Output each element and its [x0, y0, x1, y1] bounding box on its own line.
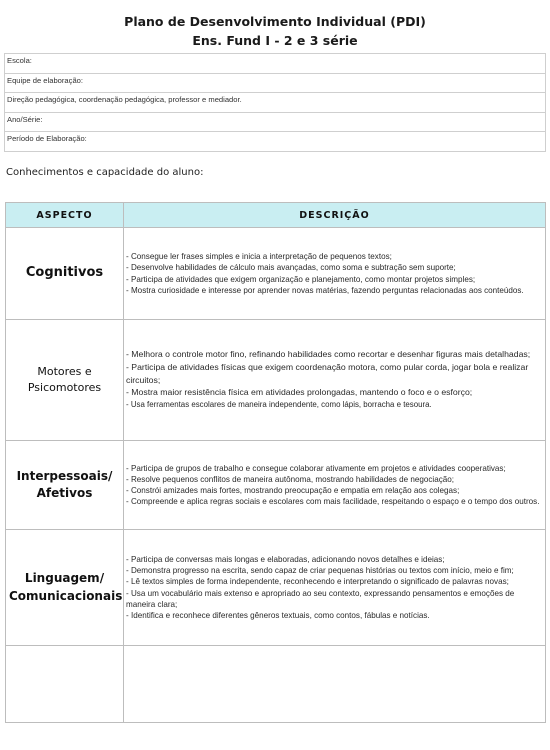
list-item: - Usa um vocabulário mais extenso e apropriado ao seu contexto, expressando pensamentos e emoções de maneira clara; — [126, 588, 515, 609]
aspect-label-line-2: Afetivos — [36, 486, 93, 500]
grade-field[interactable]: Ano/Série: — [5, 113, 545, 133]
team-field[interactable]: Equipe de elaboração: — [5, 74, 545, 94]
description-cell[interactable] — [124, 441, 546, 530]
list-item: - Usa ferramentas escolares de maneira independente, como lápis, borracha e tesoura. — [126, 400, 432, 410]
aspect-motores — [6, 320, 124, 441]
aspect-label-line-2: Comunicacionais — [9, 588, 123, 603]
team-roles-field[interactable]: Direção pedagógica, coordenação pedagógica, professor e mediador. — [5, 93, 545, 113]
table-row — [6, 441, 546, 530]
list-item: - Desenvolve habilidades de cálculo mais avançadas, como soma e subtração sem suporte; — [126, 263, 456, 273]
table-row — [6, 320, 546, 441]
list-item: - Participa de atividades físicas que exigem coordenação motora, como pular corda, jogar bola e realizar circuitos; — [126, 361, 529, 385]
list-item: - Melhora o controle motor fino, refinando habilidades como recortar e desenhar figuras mais detalhadas; — [126, 348, 531, 359]
list-item: - Resolve pequenos conflitos de maneira autônoma, mostrando habilidades de negociação; — [126, 474, 455, 484]
description-cell[interactable] — [124, 530, 546, 646]
period-field[interactable]: Período de Elaboração: — [5, 132, 545, 152]
list-item: - Lê textos simples de forma independente, reconhecendo e interpretando o significado de palavras novas; — [126, 577, 509, 587]
aspect-label-line-1: Interpessoais/ — [16, 468, 113, 483]
description-cell[interactable] — [124, 228, 546, 320]
list-item: - Identifica e reconhece diferentes gêneros textuais, como contos, fábulas e notícias. — [126, 610, 430, 620]
table-row-empty — [6, 646, 546, 723]
description-cell[interactable] — [124, 320, 546, 441]
aspect-linguagem — [6, 530, 124, 646]
section-label: Conhecimentos e capacidade do aluno: — [6, 167, 204, 178]
title-line-2: Ens. Fund I - 2 e 3 série — [192, 33, 358, 48]
pdi-table — [5, 202, 546, 723]
table-row — [6, 530, 546, 646]
table-row — [6, 228, 546, 320]
aspect-label-line-1: Linguagem/ — [24, 571, 105, 586]
list-item: - Mostra maior resistência física em atividades prolongadas, mantendo o foco e o esforço; — [126, 387, 473, 398]
aspect-label-line-1: Motores e — [37, 365, 92, 379]
list-item: - Participa de grupos de trabalho e consegue colaborar ativamente em projetos e atividades cooperativas; — [126, 463, 506, 473]
aspect-cognitivos — [6, 228, 124, 320]
list-item: - Compreende e aplica regras sociais e escolares com mais facilidade, respeitando o espaço e o tempo dos outros. — [126, 497, 540, 507]
school-field[interactable]: Escola: — [5, 54, 545, 74]
title-line-1: Plano de Desenvolvimento Individual (PDI) — [124, 14, 426, 29]
aspect-cell-empty[interactable] — [6, 646, 124, 723]
description-header: DESCRIÇÃO — [124, 203, 546, 228]
list-item: - Consegue ler frases simples e inicia a interpretação de pequenos textos; — [126, 252, 392, 262]
aspect-header: ASPECTO — [6, 203, 124, 228]
list-item: - Participa de conversas mais longas e elaboradas, adicionando novos detalhes e ideias; — [126, 555, 445, 565]
list-item: - Demonstra progresso na escrita, sendo capaz de criar pequenas histórias ou textos com início, meio e fim; — [126, 566, 514, 576]
info-form — [4, 53, 546, 152]
list-item: - Constrói amizades mais fortes, mostrando preocupação e empatia em relação aos colegas; — [126, 486, 460, 495]
aspect-interpessoais — [6, 441, 124, 530]
description-cell-empty[interactable] — [124, 646, 546, 723]
document-title — [0, 12, 550, 50]
list-item: - Mostra curiosidade e interesse por aprender novas matérias, fazendo perguntas relacionadas aos conteúdos. — [126, 285, 524, 295]
aspect-label-line-2: Psicomotores — [27, 381, 102, 394]
list-item: - Participa de atividades que exigem organização e planejamento, como montar projetos simples; — [126, 274, 476, 284]
aspect-label: Cognitivos — [25, 265, 104, 281]
